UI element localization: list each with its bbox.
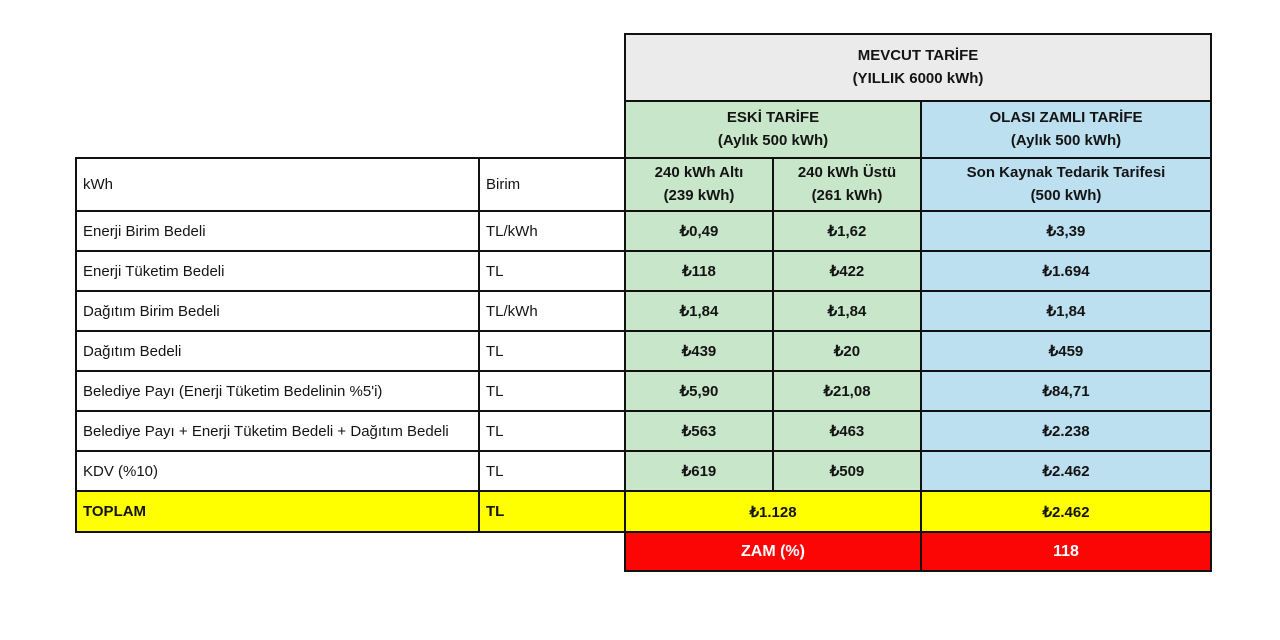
value-last-resort: ₺1.694 (921, 251, 1211, 291)
current-tariff-subtitle: (YILLIK 6000 kWh) (852, 69, 984, 87)
value-below240: ₺619 (625, 451, 773, 491)
value-above240: ₺21,08 (773, 371, 921, 411)
value-below240: ₺563 (625, 411, 773, 451)
increase-row (76, 532, 1211, 571)
total-unit: TL (479, 491, 625, 532)
value-last-resort: ₺84,71 (921, 371, 1211, 411)
col-header-last-resort (921, 158, 1211, 211)
current-tariff-header (625, 34, 1211, 101)
value-above240: ₺20 (773, 331, 921, 371)
value-above240: ₺463 (773, 411, 921, 451)
total-old-tariff: ₺1.128 (625, 491, 921, 532)
value-last-resort: ₺1,84 (921, 291, 1211, 331)
row-unit: TL (479, 451, 625, 491)
col-header-last-resort-line1: Son Kaynak Tedarik Tarifesi (966, 164, 1166, 181)
value-last-resort: ₺3,39 (921, 211, 1211, 251)
tariff-comparison-table (75, 33, 1212, 572)
table-row (76, 451, 1211, 491)
total-row (76, 491, 1211, 532)
row-unit: TL/kWh (479, 211, 625, 251)
row-label: Belediye Payı (Enerji Tüketim Bedelinin %5'i) (76, 371, 479, 411)
table-row (76, 371, 1211, 411)
table-row (76, 331, 1211, 371)
table-row (76, 411, 1211, 451)
value-below240: ₺118 (625, 251, 773, 291)
row-label: Enerji Birim Bedeli (76, 211, 479, 251)
empty-bottom-left (76, 532, 625, 571)
current-tariff-title: MEVCUT TARİFE (857, 47, 979, 64)
col-header-above240-line1: 240 kWh Üstü (797, 164, 897, 181)
row-label: Dağıtım Bedeli (76, 331, 479, 371)
value-below240: ₺5,90 (625, 371, 773, 411)
table-row (76, 251, 1211, 291)
table-row (76, 291, 1211, 331)
value-below240: ₺1,84 (625, 291, 773, 331)
col-header-below240-line2: (239 kWh) (663, 186, 735, 204)
old-tariff-header (625, 101, 921, 158)
value-above240: ₺1,62 (773, 211, 921, 251)
total-label: TOPLAM (76, 491, 479, 532)
value-below240: ₺0,49 (625, 211, 773, 251)
col-header-below240 (625, 158, 773, 211)
old-tariff-subtitle: (Aylık 500 kWh) (717, 131, 829, 149)
row-unit: TL (479, 371, 625, 411)
value-above240: ₺1,84 (773, 291, 921, 331)
col-header-below240-line1: 240 kWh Altı (654, 164, 744, 181)
row-unit: TL (479, 331, 625, 371)
total-new-tariff: ₺2.462 (921, 491, 1211, 532)
increase-label: ZAM (%) (625, 532, 921, 571)
col-header-birim: Birim (479, 158, 625, 211)
row-unit: TL (479, 251, 625, 291)
row-label: Belediye Payı + Enerji Tüketim Bedeli + Dağıtım Bedeli (76, 411, 479, 451)
new-tariff-subtitle: (Aylık 500 kWh) (1010, 131, 1122, 149)
row-unit: TL/kWh (479, 291, 625, 331)
new-tariff-header (921, 101, 1211, 158)
value-last-resort: ₺2.238 (921, 411, 1211, 451)
row-unit: TL (479, 411, 625, 451)
value-above240: ₺422 (773, 251, 921, 291)
old-tariff-title: ESKİ TARİFE (726, 109, 820, 126)
value-below240: ₺439 (625, 331, 773, 371)
row-label: Enerji Tüketim Bedeli (76, 251, 479, 291)
empty-top-left (76, 34, 625, 158)
col-header-last-resort-line2: (500 kWh) (1030, 186, 1102, 204)
col-header-kwh: kWh (76, 158, 479, 211)
increase-value: 118 (921, 532, 1211, 571)
value-above240: ₺509 (773, 451, 921, 491)
col-header-above240 (773, 158, 921, 211)
col-header-above240-line2: (261 kWh) (811, 186, 883, 204)
row-label: Dağıtım Birim Bedeli (76, 291, 479, 331)
value-last-resort: ₺2.462 (921, 451, 1211, 491)
value-last-resort: ₺459 (921, 331, 1211, 371)
row-label: KDV (%10) (76, 451, 479, 491)
table-row (76, 211, 1211, 251)
new-tariff-title: OLASI ZAMLI TARİFE (989, 109, 1143, 126)
